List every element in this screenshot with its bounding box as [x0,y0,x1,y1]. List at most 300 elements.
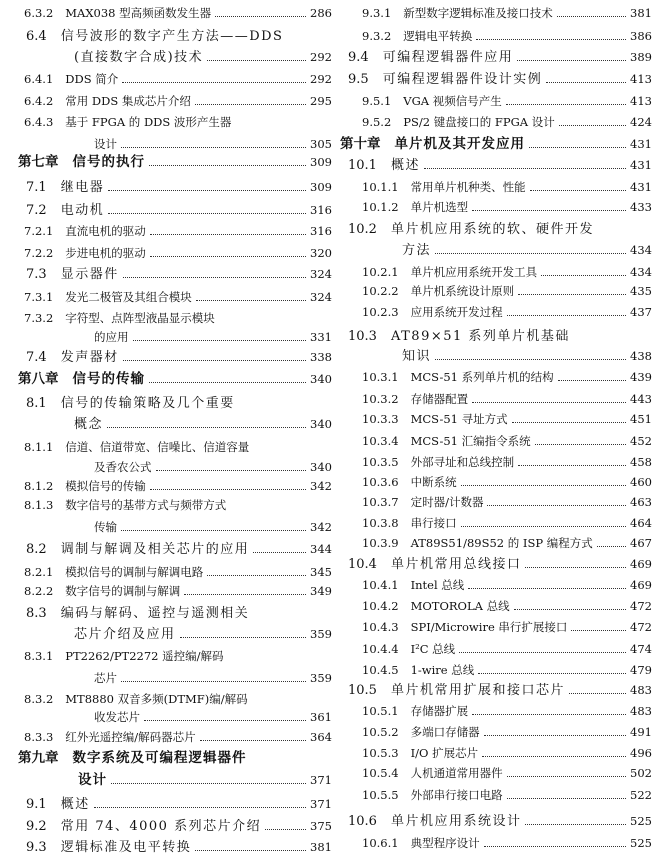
toc-entry-title: SPI/Microwire 串行扩展接口 [410,620,568,634]
toc-entry [18,72,332,87]
toc-page-number: 451 [630,412,652,426]
toc-dot-leader [506,103,626,105]
toc-entry [340,158,652,173]
toc-entry-number: 9.3 [26,840,47,855]
toc-entry-title: 电动机 [60,203,105,218]
toc-entry-continuation [18,520,332,535]
toc-entry-number: 8.3.1 [24,649,54,663]
toc-entry [18,440,332,455]
toc-entry-number: 10.1.2 [362,200,399,214]
toc-dot-leader [517,59,626,61]
toc-page-number: 483 [630,704,652,718]
toc-entry-title: 单片机应用系统开发工具 [410,265,538,279]
toc-dot-leader [558,379,626,381]
toc-entry [340,642,652,657]
toc-entry [18,224,332,239]
toc-entry-title: 1-wire 总线 [410,663,475,677]
toc-dot-leader [529,146,626,148]
toc-entry-number: 10.3.7 [362,495,399,509]
toc-page-number: 438 [630,349,652,363]
toc-entry-title: 及香农公式 [94,460,152,474]
toc-entry-title: 外部寻址和总线控制 [410,455,515,469]
toc-entry-title: 逻辑标准及电平转换 [60,840,192,855]
toc-entry [340,536,652,551]
toc-entry [340,766,652,781]
toc-dot-leader [435,252,626,254]
toc-entry-title: 单片机应用系统的软、硬件开发 [390,222,594,237]
toc-entry-title: 单片机选型 [410,200,469,214]
toc-entry-title: I/O 扩展芯片 [410,746,479,760]
toc-entry-number: 8.3 [26,606,47,621]
toc-entry [340,265,652,280]
toc-entry [18,350,332,365]
toc-entry-number: 9.5 [348,72,369,87]
toc-page-number: 472 [630,599,652,613]
toc-dot-leader [94,806,306,808]
toc-entry-continuation [18,137,332,152]
toc-entry-title: 基于 FPGA 的 DDS 波形产生器 [65,115,232,129]
toc-dot-leader [122,81,306,83]
toc-entry-title: 单片机常用总线接口 [390,557,522,572]
toc-page-number: 474 [630,642,652,656]
toc-entry-title: 直流电机的驱动 [65,224,146,238]
toc-page-number: 413 [630,94,652,108]
toc-entry-title: DDS 简介 [65,72,119,86]
toc-entry [18,606,332,621]
toc-dot-leader [518,293,626,295]
toc-dot-leader [149,164,306,166]
toc-entry [340,284,652,299]
toc-page-number: 413 [630,72,652,86]
toc-entry [340,434,652,449]
toc-entry-title: MT8880 双音多频(DTMF)编/解码 [65,692,248,706]
toc-page-number: 463 [630,495,652,509]
toc-dot-leader [207,59,306,61]
toc-entry-number: 7.2 [26,203,47,218]
toc-entry [340,475,652,490]
toc-entry-number: 8.3.3 [24,730,54,744]
toc-entry [340,788,652,803]
toc-page-number: 437 [630,305,652,319]
toc-entry [340,495,652,510]
toc-entry-title: 外部串行接口电路 [410,788,503,802]
toc-page-number: 443 [630,392,652,406]
toc-dot-leader [150,233,306,235]
toc-entry-title: I²C 总线 [410,642,456,656]
toc-page-number: 331 [310,330,332,344]
toc-entry-title: MAX038 型高频函数发生器 [65,6,212,20]
toc-entry [18,311,332,326]
toc-dot-leader [461,484,626,486]
toc-dot-leader [207,574,306,576]
toc-dot-leader [424,167,626,169]
toc-dot-leader [482,755,626,757]
toc-entry [18,372,332,387]
toc-entry-number: 7.3.2 [24,311,54,325]
toc-entry [340,683,652,698]
toc-entry [340,29,652,44]
toc-entry-number: 第十章 [340,136,381,152]
toc-entry-number: 9.3.2 [362,29,392,43]
toc-entry-number: 9.2 [26,819,47,834]
toc-dot-leader [461,525,626,527]
toc-dot-leader [514,608,626,610]
toc-entry [340,814,652,829]
toc-entry [340,370,652,385]
toc-entry [18,797,332,812]
toc-entry-title: 概念 [74,417,104,432]
toc-entry-number: 7.2.2 [24,246,54,260]
toc-entry-number: 10.3.9 [362,536,399,550]
toc-entry-number: 9.4 [348,50,369,65]
toc-entry-number: 第九章 [18,750,59,766]
toc-dot-leader [195,849,306,851]
toc-dot-leader [253,551,306,553]
toc-entry-title: 可编程逻辑器件设计实例 [382,72,543,87]
toc-entry [340,704,652,719]
toc-entry-title: 信号的传输策略及几个重要 [60,396,235,411]
toc-entry-title: 芯片介绍及应用 [74,627,176,642]
toc-page-number: 364 [310,730,332,744]
toc-entry-title: 存储器配置 [410,392,469,406]
toc-entry [18,6,332,21]
toc-entry-title: 传输 [94,520,117,534]
toc-entry-title: 信道、信道带宽、信噪比、信道容量 [65,440,250,454]
toc-entry-title: 多端口存储器 [410,725,480,739]
toc-entry-number: 7.4 [26,350,47,365]
toc-entry-title: AT89S51/89S52 的 ISP 编程方式 [410,536,593,550]
toc-entry-title: 步进电机的驱动 [65,246,146,260]
toc-dot-leader [597,545,626,547]
toc-entry-title: 收发芯片 [94,710,140,724]
toc-page-number: 439 [630,370,652,384]
toc-entry-number: 10.5.4 [362,766,399,780]
toc-entry-title: 人机通道常用器件 [410,766,503,780]
toc-entry-title: 继电器 [60,180,105,195]
toc-entry-number: 10.4.5 [362,663,399,677]
toc-entry [18,246,332,261]
toc-page-number: 525 [630,836,652,850]
toc-entry-number: 8.3.2 [24,692,54,706]
toc-entry [340,392,652,407]
toc-dot-leader [111,782,306,784]
toc-entry-number: 6.4.3 [24,115,54,129]
toc-page-number: 316 [310,224,332,238]
toc-entry-title: 可编程逻辑器件应用 [382,50,514,65]
toc-dot-leader [569,692,626,694]
toc-entry [18,498,332,513]
toc-entry-number: 8.1.3 [24,498,54,512]
toc-page-number: 522 [630,788,652,802]
toc-dot-leader [121,680,306,682]
toc-entry-title: 数字系统及可编程逻辑器件 [72,750,247,766]
toc-entry-number: 6.4 [26,29,47,44]
toc-page-number: 286 [310,6,332,20]
toc-dot-leader [484,734,626,736]
toc-dot-leader [459,651,626,653]
toc-entry-title: 发声器材 [60,350,119,365]
toc-entry [340,455,652,470]
toc-entry-continuation [18,773,332,788]
toc-entry-continuation [18,50,332,65]
toc-entry-number: 8.2 [26,542,47,557]
toc-page-number: 344 [310,542,332,556]
toc-entry-title: 常用 74、4000 系列芯片介绍 [60,819,262,834]
toc-entry-number: 10.3.1 [362,370,399,384]
toc-entry-continuation [18,330,332,345]
toc-entry-title: 新型数字逻辑标准及接口技术 [403,6,553,20]
toc-entry [18,751,332,766]
toc-entry [18,692,332,707]
toc-dot-leader [108,189,306,191]
toc-entry [340,599,652,614]
toc-page-number: 434 [630,265,652,279]
toc-entry [340,200,652,215]
toc-entry-number: 6.4.2 [24,94,54,108]
toc-dot-leader [150,255,306,257]
toc-page-number: 371 [310,797,332,811]
toc-entry-number: 7.3 [26,267,47,282]
toc-entry-title: 常用单片机种类、性能 [410,180,526,194]
toc-entry [18,730,332,745]
toc-entry-number: 10.3 [348,329,377,344]
toc-dot-leader [546,81,626,83]
toc-entry-number: 8.2.2 [24,584,54,598]
toc-entry [340,222,652,237]
toc-page-number: 295 [310,94,332,108]
toc-entry-title: 单片机应用系统设计 [390,814,522,829]
toc-dot-leader [507,797,626,799]
toc-entry [18,155,332,170]
toc-entry-title: 数字信号的调制与解调 [65,584,181,598]
toc-entry-number: 10.6.1 [362,836,399,850]
toc-entry-title: 单片机系统设计原则 [410,284,515,298]
toc-entry-number: 10.5 [348,683,377,698]
toc-entry-continuation [18,627,332,642]
toc-dot-leader [123,276,306,278]
toc-entry [18,94,332,109]
toc-entry-number: 10.4 [348,557,377,572]
toc-dot-leader [472,209,626,211]
toc-entry-number: 10.2.3 [362,305,399,319]
toc-entry [18,649,332,664]
toc-entry-number: 10.3.4 [362,434,399,448]
toc-entry [340,180,652,195]
toc-page-number: 359 [310,671,332,685]
toc-entry-number: 9.5.1 [362,94,392,108]
toc-entry-title: 模拟信号的调制与解调电路 [65,565,204,579]
toc-dot-leader [525,566,626,568]
toc-dot-leader [133,339,307,341]
toc-entry-number: 10.2 [348,222,377,237]
toc-page-number: 424 [630,115,652,129]
toc-entry-title: 存储器扩展 [410,704,469,718]
toc-entry-title: 芯片 [94,671,117,685]
toc-entry-title: 发光二极管及其组合模块 [65,290,192,304]
toc-entry-title: 知识 [402,349,432,364]
toc-dot-leader [196,299,306,301]
toc-dot-leader [180,636,307,638]
toc-dot-leader [472,401,626,403]
toc-entry [340,620,652,635]
toc-entry-number: 10.1 [348,158,377,173]
toc-entry-number: 7.2.1 [24,224,54,238]
toc-entry-title: 概述 [60,797,90,812]
toc-dot-leader [468,587,626,589]
toc-dot-leader [156,469,307,471]
toc-entry-title: MCS-51 系列单片机的结构 [410,370,554,384]
toc-entry-title: 应用系统开发过程 [410,305,503,319]
toc-entry [340,746,652,761]
toc-entry-number: 第八章 [18,371,59,387]
toc-page-number: 324 [310,290,332,304]
toc-page-number: 320 [310,246,332,260]
toc-entry-number: 10.3.6 [362,475,399,489]
toc-page-number: 435 [630,284,652,298]
toc-entry [340,412,652,427]
toc-entry-number: 第七章 [18,154,59,170]
toc-entry-title: MCS-51 寻址方式 [410,412,508,426]
toc-entry [18,819,332,834]
toc-entry-title: MCS-51 汇编指令系统 [410,434,531,448]
toc-entry [340,94,652,109]
toc-page-number: 472 [630,620,652,634]
toc-entry-number: 10.4.2 [362,599,399,613]
toc-entry [18,396,332,411]
toc-entry-title: Intel 总线 [410,578,465,592]
toc-entry-title: 典型程序设计 [410,836,480,850]
toc-dot-leader [512,421,626,423]
toc-entry-number: 10.5.3 [362,746,399,760]
toc-dot-leader [487,504,626,506]
toc-entry [340,725,652,740]
toc-page-number: 292 [310,72,332,86]
toc-dot-leader [530,189,626,191]
toc-page-number: 386 [630,29,652,43]
toc-entry-title: (直接数字合成)技术 [74,50,204,65]
toc-entry [18,115,332,130]
toc-dot-leader [435,358,626,360]
toc-dot-leader [559,124,626,126]
toc-entry-number: 10.6 [348,814,377,829]
toc-dot-leader [507,775,626,777]
toc-entry [18,290,332,305]
toc-dot-leader [123,359,306,361]
toc-entry [340,836,652,851]
toc-dot-leader [150,488,306,490]
toc-page-number: 458 [630,455,652,469]
toc-entry [340,72,652,87]
toc-entry [18,267,332,282]
toc-dot-leader [484,845,626,847]
toc-page-number: 431 [630,180,652,194]
toc-page-number: 434 [630,243,652,257]
toc-entry-number: 10.4.4 [362,642,399,656]
toc-page-number: 340 [310,460,332,474]
toc-entry-title: AT89×51 系列单片机基础 [390,329,570,344]
toc-entry-number: 10.2.1 [362,265,399,279]
toc-page-number: 340 [310,417,332,431]
toc-page-number: 342 [310,479,332,493]
toc-dot-leader [121,146,306,148]
toc-entry [340,115,652,130]
toc-page-number: 324 [310,267,332,281]
toc-entry [18,180,332,195]
toc-page-number: 349 [310,584,332,598]
toc-entry-title: 模拟信号的传输 [65,479,146,493]
toc-entry-number: 8.2.1 [24,565,54,579]
toc-entry-title: 方法 [402,243,432,258]
toc-page-number: 309 [310,155,332,169]
toc-page-number: 361 [310,710,332,724]
toc-entry-title: 信号的执行 [72,154,145,170]
toc-entry-title: 设计 [94,137,117,151]
toc-dot-leader [507,314,626,316]
toc-entry [340,137,652,152]
toc-entry [340,329,652,344]
toc-page-number: 469 [630,578,652,592]
toc-entry [18,565,332,580]
toc-entry-number: 10.3.3 [362,412,399,426]
toc-page-number: 345 [310,565,332,579]
toc-dot-leader [476,38,626,40]
toc-dot-leader [108,212,306,214]
toc-entry-number: 10.2.2 [362,284,399,298]
toc-entry-title: 红外光遥控编/解码器芯片 [65,730,196,744]
toc-entry [18,479,332,494]
toc-entry-number: 9.1 [26,797,47,812]
toc-entry [340,578,652,593]
toc-entry [18,542,332,557]
toc-entry-number: 7.3.1 [24,290,54,304]
toc-page-number: 483 [630,683,652,697]
toc-page-number: 496 [630,746,652,760]
toc-page-number: 491 [630,725,652,739]
toc-entry-title: 信号波形的数字产生方法——DDS [60,29,284,44]
toc-page-number: 316 [310,203,332,217]
toc-entry-title: 串行接口 [410,516,457,530]
toc-entry-title: 中断系统 [410,475,457,489]
toc-page-number: 375 [310,819,332,833]
toc-entry-title: 常用 DDS 集成芯片介绍 [65,94,191,108]
toc-dot-leader [107,426,306,428]
toc-entry-title: PT2262/PT2272 遥控编/解码 [65,649,224,663]
toc-dot-leader [557,15,626,17]
toc-entry-number: 10.4.1 [362,578,399,592]
toc-page-number: 381 [310,840,332,854]
toc-dot-leader [144,719,306,721]
toc-entry-title: 调制与解调及相关芯片的应用 [60,542,250,557]
toc-page-number: 467 [630,536,652,550]
toc-entry [340,516,652,531]
toc-page-number: 342 [310,520,332,534]
toc-entry [340,305,652,320]
toc-entry-number: 8.1.1 [24,440,54,454]
toc-dot-leader [478,672,626,674]
toc-page-number: 305 [310,137,332,151]
toc-page-number: 460 [630,475,652,489]
toc-entry [340,50,652,65]
toc-entry-title: 显示器件 [60,267,119,282]
toc-entry-number: 10.5.2 [362,725,399,739]
toc-page-number: 309 [310,180,332,194]
toc-entry-title: 单片机常用扩展和接口芯片 [390,683,565,698]
toc-entry-continuation [340,243,652,258]
toc-entry [340,6,652,21]
toc-page-number: 431 [630,158,652,172]
toc-entry-title: 编码与解码、遥控与遥测相关 [60,606,250,621]
toc-entry-number: 10.3.2 [362,392,399,406]
